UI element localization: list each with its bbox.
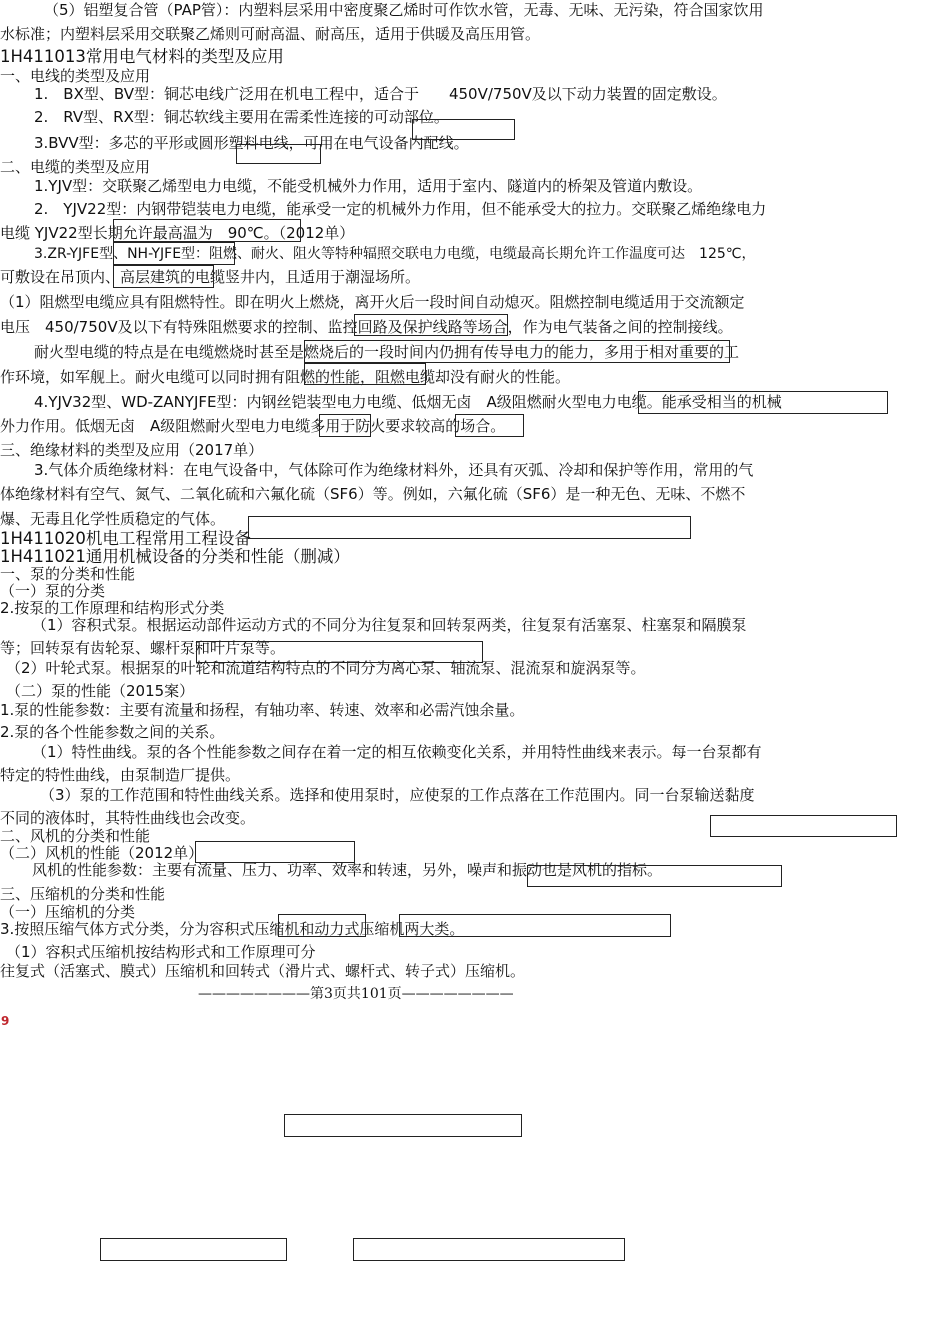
section-heading: （二）泵的性能（2015案） [6,682,195,700]
text-line: 3.按照压缩气体方式分类，分为容积式压缩机和动力式压缩机两大类。 [0,920,465,938]
text-line: 3.气体介质绝缘材料：在电气设备中，气体除可作为绝缘材料外，还具有灭弧、冷却和保护等作用，常用的气 [34,461,754,479]
text-line: 2.泵的各个性能参数之间的关系。 [0,723,225,741]
text-line: 作环境，如军舰上。耐火电缆可以同时拥有阻燃的性能，阻燃电缆却没有耐火的性能。 [0,368,571,386]
page-footer: ————————第3页共101页———————— [198,986,514,1002]
annotation-box [195,841,355,863]
section-heading: （二）风机的性能（2012单） [0,844,204,862]
annotation-box [354,314,508,336]
annotation-box [304,363,426,385]
text-line: （5）铝塑复合管（PAP管）：内塑料层采用中密度聚乙烯时可作饮水管，无毒、无味、无污染，符合国家饮用 [44,1,764,19]
text-line: （1）容积式泵。根据运动部件运动方式的不同分为往复泵和回转泵两类，往复泵有活塞泵、柱塞泵和隔膜泵 [32,616,747,634]
text-line: （1）容积式压缩机按结构形式和工作原理可分 [6,943,316,961]
text-line: 1.YJV型：交联聚乙烯型电力电缆，不能受机械外力作用，适用于室内、隧道内的桥架及管道内敷设。 [34,177,703,195]
text-line: 不同的液体时，其特性曲线也会改变。 [0,809,256,827]
section-heading: 一、泵的分类和性能 [0,565,136,583]
text-line: 水标准；内塑料层采用交联聚乙烯则可耐高温、耐高压，适用于供暖及高压用管。 [0,25,541,43]
annotation-box [412,119,515,140]
text-line: 外力作用。低烟无卤 A级阻燃耐火型电力电缆多用于防火要求较高的场合。 [0,417,506,435]
annotation-box [278,914,366,937]
annotation-box [638,391,888,414]
annotation-box [284,1114,522,1137]
section-heading: 二、风机的分类和性能 [0,827,151,845]
text-line: （2）叶轮式泵。根据泵的叶轮和流道结构特点的不同分为离心泵、轴流泵、混流泵和旋涡泵等。 [6,659,646,677]
annotation-box [353,1238,625,1261]
section-heading: （一）泵的分类 [0,582,106,600]
text-line: 体绝缘材料有空气、氮气、二氧化硫和六氟化硫（SF6）等。例如，六氟化硫（SF6）是一种无色、无味、不燃不 [0,485,746,503]
section-heading: 1H411013常用电气材料的类型及应用 [0,47,284,66]
section-heading: 一、电线的类型及应用 [0,67,151,85]
annotation-box [113,242,235,265]
text-line: 特定的特性曲线，由泵制造厂提供。 [0,766,241,784]
text-line: 电压 450/750V及以下有特殊阻燃要求的控制、监控回路及保护线路等场合，作为电气装备之间的控制接线。 [0,318,733,336]
section-heading: 1H411020机电工程常用工程设备 [0,529,251,548]
section-heading: 三、绝缘材料的类型及应用（2017单） [0,441,264,459]
annotation-box [100,1238,287,1261]
annotation-box [319,414,371,437]
text-line: （3）泵的工作范围和特性曲线关系。选择和使用泵时，应使泵的工作点落在工作范围内。同一台泵输送黏度 [40,786,755,804]
text-line: 2.按泵的工作原理和结构形式分类 [0,599,225,617]
annotation-box [236,144,321,164]
annotation-box [455,414,524,437]
text-line: 2. YJV22型：内钢带铠装电力电缆，能承受一定的机械外力作用，但不能承受大的拉力。交联聚乙烯绝缘电力 [34,200,767,218]
annotation-box [113,265,214,288]
text-line: （1）阻燃型电缆应具有阻燃特性。即在明火上燃烧，离开火后一段时间自动熄灭。阻燃控制电缆适用于交流额定 [0,293,745,311]
section-heading: （一）压缩机的分类 [0,903,136,921]
text-line: 1. BX型、BV型：铜芯电线广泛用在机电工程中，适合于 450V/750V及以下动力装置的固定敷设。 [34,85,727,103]
text-line: 耐火型电缆的特点是在电缆燃烧时甚至是燃烧后的一段时间内仍拥有传导电力的能力，多用于相对重要的工 [34,343,740,361]
section-heading: 1H411021通用机械设备的分类和性能（删减） [0,547,350,566]
text-line: 等；回转泵有齿轮泵、螺杆泵和叶片泵等。 [0,639,286,657]
annotation-box [399,914,671,937]
text-line: 可敷设在吊顶内、高层建筑的电缆竖井内，且适用于潮湿场所。 [0,268,421,286]
page-number: 9 [1,1014,10,1028]
section-heading: 二、电缆的类型及应用 [0,158,151,176]
annotation-box [710,815,897,837]
section-heading: 三、压缩机的分类和性能 [0,885,166,903]
annotation-box [248,516,691,539]
text-line: （1）特性曲线。泵的各个性能参数之间存在着一定的相互依赖变化关系，并用特性曲线来表示。每一台泵都有 [32,743,762,761]
text-line: 3.ZR-YJFE型、NH-YJFE型：阻燃、耐火、阻火等特种辐照交联电力电缆，电缆最高长期允许工作温度可达 125℃， [34,246,756,262]
text-line: 风机的性能参数：主要有流量、压力、功率、效率和转速，另外，噪声和振动也是风机的指标。 [32,861,663,879]
text-line: 2. RV型、RX型：铜芯软线主要用在需柔性连接的可动部位。 [34,108,449,126]
annotation-box [527,865,782,887]
annotation-box [113,219,301,242]
text-line: 电缆 YJV22型长期允许最高温为 90℃。（2012单） [0,224,355,242]
text-line: 3.BVV型：多芯的平形或圆形塑料电线，可用在电气设备内配线。 [34,134,469,152]
text-line: 1.泵的性能参数：主要有流量和扬程，有轴功率、转速、效率和必需汽蚀余量。 [0,701,525,719]
annotation-box [196,641,483,663]
text-line: 4.YJV32型、WD-ZANYJFE型：内钢丝铠装型电力电缆、低烟无卤 A级阻燃耐火型电力电缆。能承受相当的机械 [34,393,782,411]
text-line: 往复式（活塞式、膜式）压缩机和回转式（滑片式、螺杆式、转子式）压缩机。 [0,962,526,980]
text-line: 爆、无毒且化学性质稳定的气体。 [0,510,226,528]
annotation-box [304,340,730,363]
